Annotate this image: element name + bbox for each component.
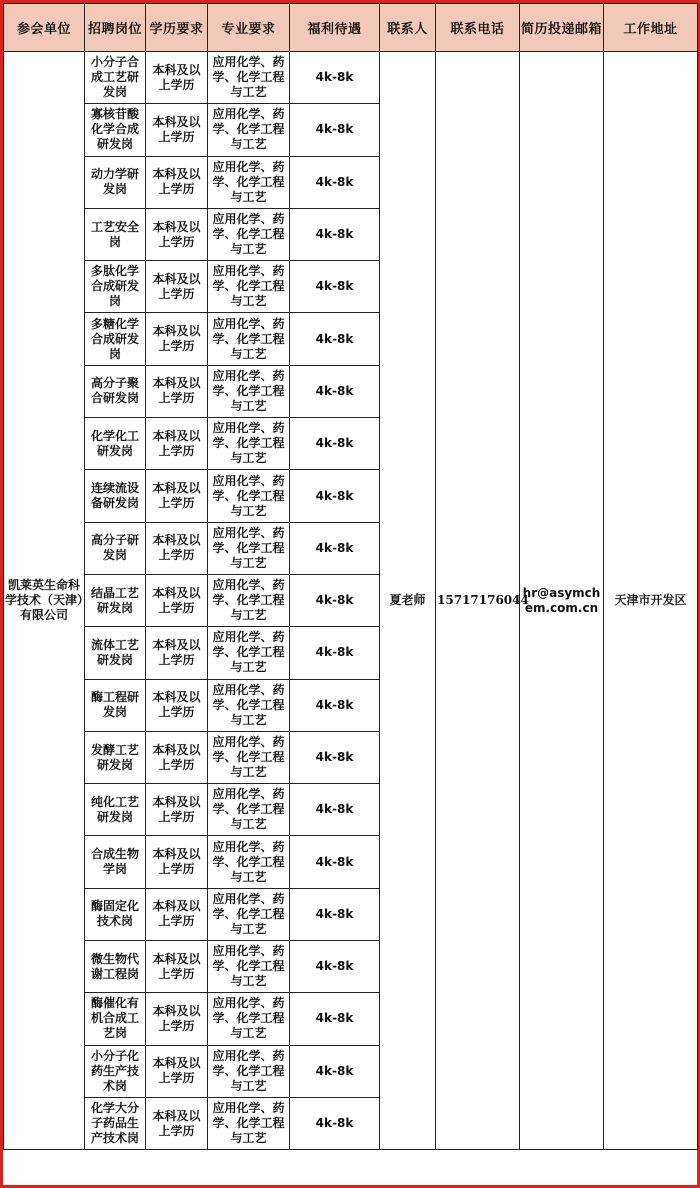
major-cell: 应用化学、药学、化学工程与工艺 xyxy=(208,1097,290,1149)
header-phone: 联系电话 xyxy=(436,4,520,52)
major-cell: 应用化学、药学、化学工程与工艺 xyxy=(208,679,290,731)
salary-cell: 4k-8k xyxy=(290,418,380,470)
header-education: 学历要求 xyxy=(146,4,208,52)
salary-cell: 4k-8k xyxy=(290,627,380,679)
education-cell: 本科及以上学历 xyxy=(146,470,208,522)
major-cell: 应用化学、药学、化学工程与工艺 xyxy=(208,261,290,313)
position-cell: 合成生物学岗 xyxy=(85,836,146,888)
education-cell: 本科及以上学历 xyxy=(146,1045,208,1097)
position-cell: 酶催化有机合成工艺岗 xyxy=(85,993,146,1045)
email-cell: hr@asymchem.com.cn xyxy=(520,52,604,1150)
education-cell: 本科及以上学历 xyxy=(146,679,208,731)
salary-cell: 4k-8k xyxy=(290,156,380,208)
salary-cell: 4k-8k xyxy=(290,941,380,993)
salary-cell: 4k-8k xyxy=(290,470,380,522)
recruitment-table xyxy=(3,3,698,1150)
salary-cell: 4k-8k xyxy=(290,208,380,260)
position-cell: 工艺安全岗 xyxy=(85,208,146,260)
education-cell: 本科及以上学历 xyxy=(146,574,208,626)
address-cell: 天津市开发区 xyxy=(604,52,698,1150)
major-cell: 应用化学、药学、化学工程与工艺 xyxy=(208,627,290,679)
education-cell: 本科及以上学历 xyxy=(146,888,208,940)
education-cell: 本科及以上学历 xyxy=(146,52,208,104)
major-cell: 应用化学、药学、化学工程与工艺 xyxy=(208,941,290,993)
education-cell: 本科及以上学历 xyxy=(146,941,208,993)
salary-cell: 4k-8k xyxy=(290,313,380,365)
position-cell: 流体工艺研发岗 xyxy=(85,627,146,679)
table-row xyxy=(4,52,698,104)
position-cell: 小分子合成工艺研发岗 xyxy=(85,52,146,104)
company-cell: 凯莱英生命科学技术（天津）有限公司 xyxy=(4,52,85,1150)
education-cell: 本科及以上学历 xyxy=(146,1097,208,1149)
table-body xyxy=(4,52,698,1150)
education-cell: 本科及以上学历 xyxy=(146,993,208,1045)
major-cell: 应用化学、药学、化学工程与工艺 xyxy=(208,470,290,522)
salary-cell: 4k-8k xyxy=(290,1097,380,1149)
phone-cell: 15717176044 xyxy=(436,52,520,1150)
position-cell: 酶工程研发岗 xyxy=(85,679,146,731)
education-cell: 本科及以上学历 xyxy=(146,418,208,470)
salary-cell: 4k-8k xyxy=(290,522,380,574)
education-cell: 本科及以上学历 xyxy=(146,522,208,574)
salary-cell: 4k-8k xyxy=(290,574,380,626)
position-cell: 动力学研发岗 xyxy=(85,156,146,208)
position-cell: 化学大分子药品生产技术岗 xyxy=(85,1097,146,1149)
major-cell: 应用化学、药学、化学工程与工艺 xyxy=(208,313,290,365)
education-cell: 本科及以上学历 xyxy=(146,261,208,313)
major-cell: 应用化学、药学、化学工程与工艺 xyxy=(208,574,290,626)
education-cell: 本科及以上学历 xyxy=(146,836,208,888)
salary-cell: 4k-8k xyxy=(290,731,380,783)
salary-cell: 4k-8k xyxy=(290,836,380,888)
major-cell: 应用化学、药学、化学工程与工艺 xyxy=(208,104,290,156)
position-cell: 小分子化药生产技术岗 xyxy=(85,1045,146,1097)
major-cell: 应用化学、药学、化学工程与工艺 xyxy=(208,836,290,888)
major-cell: 应用化学、药学、化学工程与工艺 xyxy=(208,993,290,1045)
header-position: 招聘岗位 xyxy=(85,4,146,52)
education-cell: 本科及以上学历 xyxy=(146,731,208,783)
education-cell: 本科及以上学历 xyxy=(146,365,208,417)
salary-cell: 4k-8k xyxy=(290,679,380,731)
position-cell: 多肽化学合成研发岗 xyxy=(85,261,146,313)
major-cell: 应用化学、药学、化学工程与工艺 xyxy=(208,888,290,940)
education-cell: 本科及以上学历 xyxy=(146,104,208,156)
position-cell: 连续流设备研发岗 xyxy=(85,470,146,522)
salary-cell: 4k-8k xyxy=(290,1045,380,1097)
education-cell: 本科及以上学历 xyxy=(146,156,208,208)
major-cell: 应用化学、药学、化学工程与工艺 xyxy=(208,522,290,574)
salary-cell: 4k-8k xyxy=(290,52,380,104)
position-cell: 高分子研发岗 xyxy=(85,522,146,574)
salary-cell: 4k-8k xyxy=(290,104,380,156)
header-major: 专业要求 xyxy=(208,4,290,52)
position-cell: 发酵工艺研发岗 xyxy=(85,731,146,783)
position-cell: 结晶工艺研发岗 xyxy=(85,574,146,626)
header-email: 简历投递邮箱 xyxy=(520,4,604,52)
salary-cell: 4k-8k xyxy=(290,888,380,940)
education-cell: 本科及以上学历 xyxy=(146,784,208,836)
position-cell: 纯化工艺研发岗 xyxy=(85,784,146,836)
major-cell: 应用化学、药学、化学工程与工艺 xyxy=(208,1045,290,1097)
position-cell: 寡核苷酸化学合成研发岗 xyxy=(85,104,146,156)
position-cell: 多糖化学合成研发岗 xyxy=(85,313,146,365)
major-cell: 应用化学、药学、化学工程与工艺 xyxy=(208,208,290,260)
major-cell: 应用化学、药学、化学工程与工艺 xyxy=(208,52,290,104)
education-cell: 本科及以上学历 xyxy=(146,313,208,365)
salary-cell: 4k-8k xyxy=(290,784,380,836)
header-company: 参会单位 xyxy=(4,4,85,52)
header-row xyxy=(4,4,698,52)
major-cell: 应用化学、药学、化学工程与工艺 xyxy=(208,418,290,470)
major-cell: 应用化学、药学、化学工程与工艺 xyxy=(208,784,290,836)
contact-cell: 夏老师 xyxy=(380,52,436,1150)
header-salary: 福利待遇 xyxy=(290,4,380,52)
salary-cell: 4k-8k xyxy=(290,365,380,417)
header-contact: 联系人 xyxy=(380,4,436,52)
header-address: 工作地址 xyxy=(604,4,698,52)
position-cell: 微生物代谢工程岗 xyxy=(85,941,146,993)
education-cell: 本科及以上学历 xyxy=(146,208,208,260)
major-cell: 应用化学、药学、化学工程与工艺 xyxy=(208,156,290,208)
salary-cell: 4k-8k xyxy=(290,261,380,313)
education-cell: 本科及以上学历 xyxy=(146,627,208,679)
major-cell: 应用化学、药学、化学工程与工艺 xyxy=(208,731,290,783)
position-cell: 酶固定化技术岗 xyxy=(85,888,146,940)
salary-cell: 4k-8k xyxy=(290,993,380,1045)
position-cell: 高分子聚合研发岗 xyxy=(85,365,146,417)
page-frame xyxy=(3,3,697,1185)
major-cell: 应用化学、药学、化学工程与工艺 xyxy=(208,365,290,417)
position-cell: 化学化工研发岗 xyxy=(85,418,146,470)
